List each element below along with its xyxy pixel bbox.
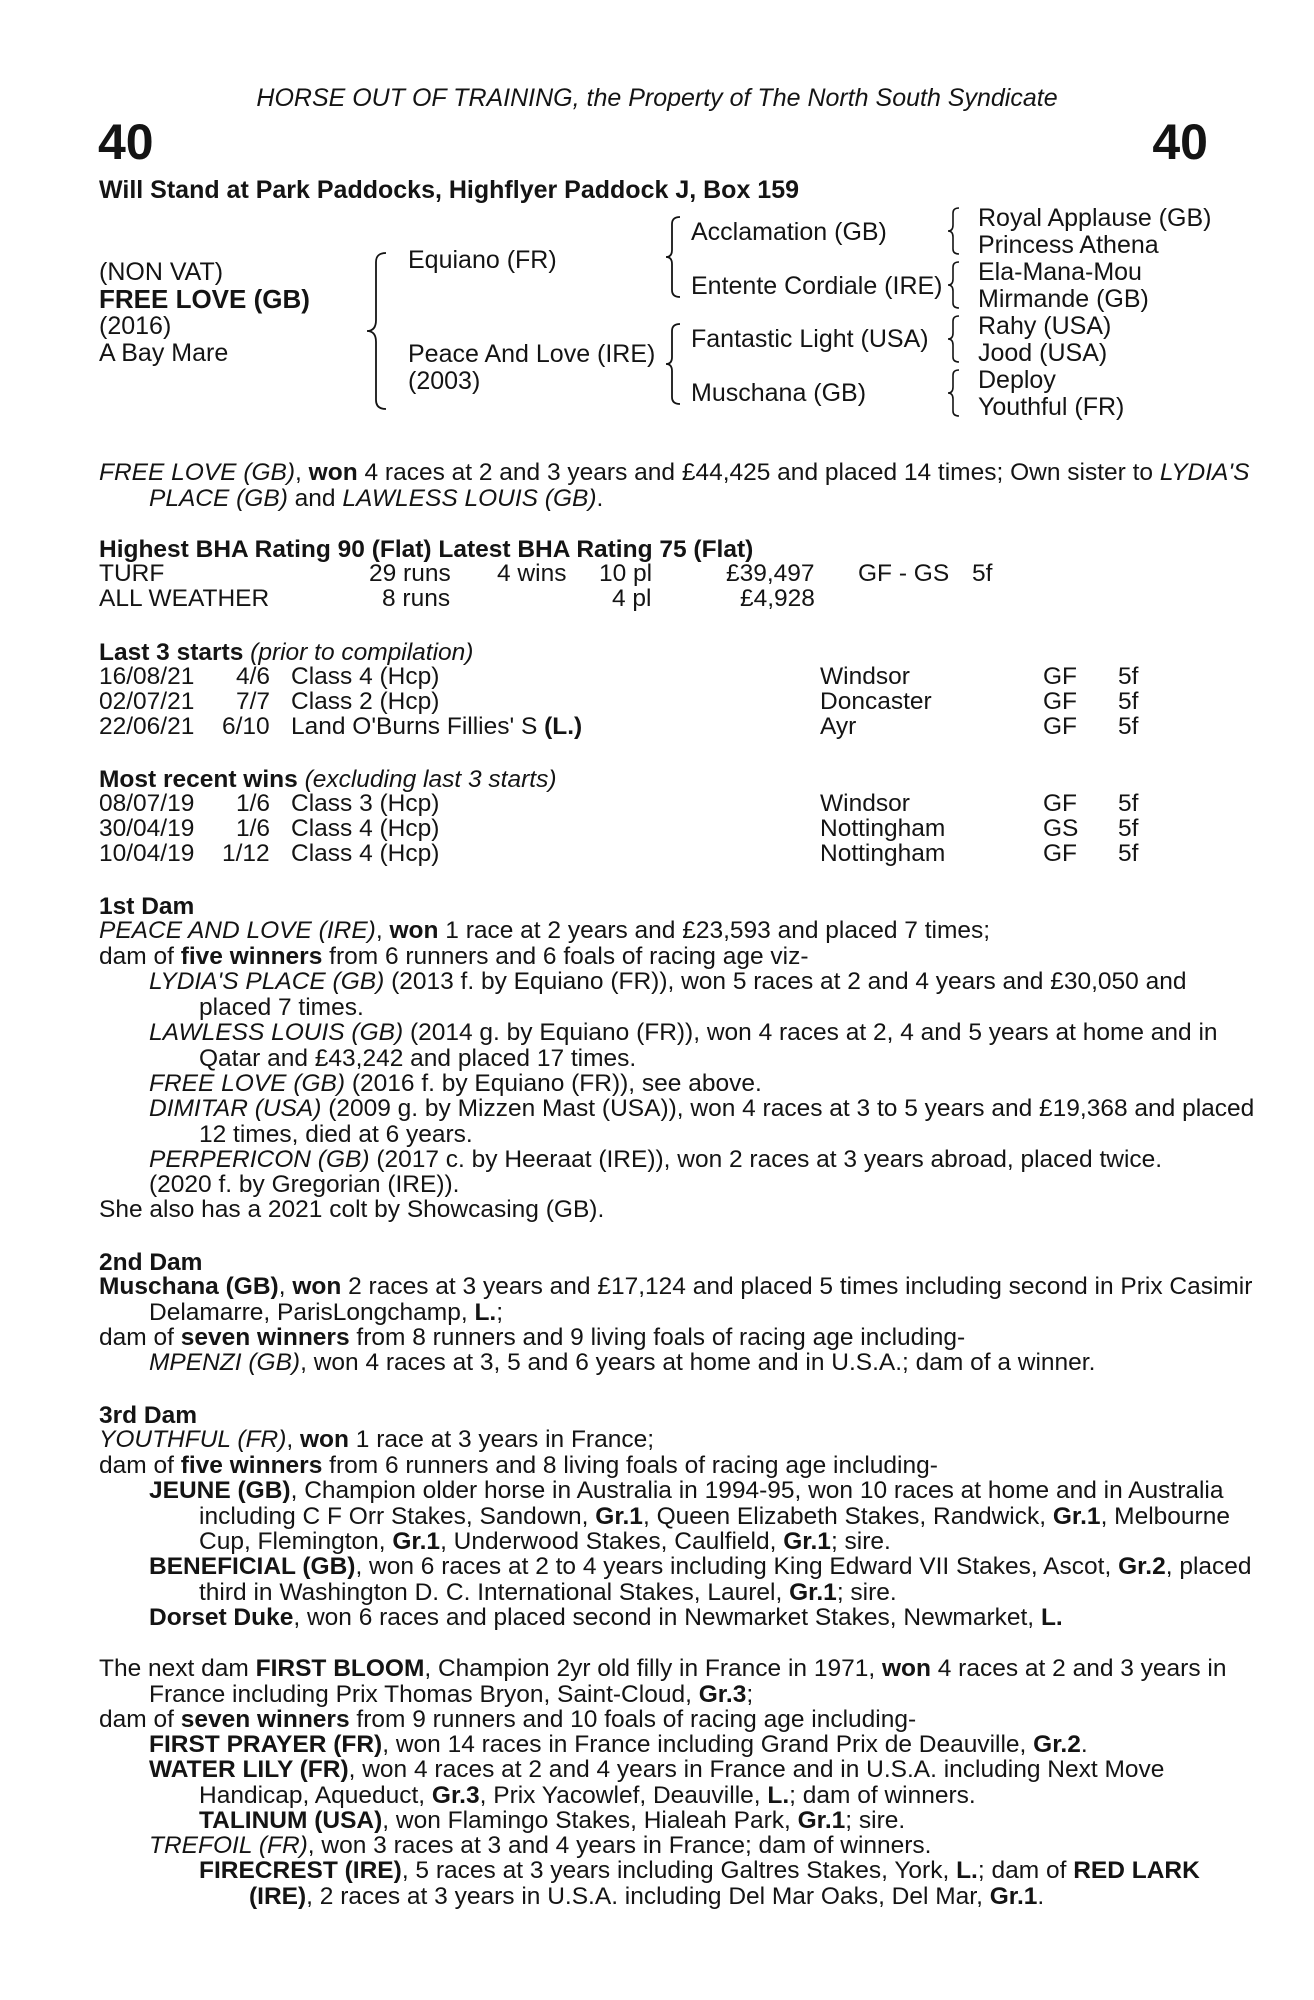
progeny-entry: DIMITAR (USA) (2009 g. by Mizzen Mast (USA)), won 4 races at 3 to 5 years and £19,368 and placed 12 times, died at 6 years.: [149, 1095, 1255, 1148]
grandsire-2: Fantastic Light (USA): [691, 325, 929, 353]
first-dam-record: PEACE AND LOVE (IRE), won 1 race at 2 years and £23,593 and placed 7 times; dam of five winners from 6 runners and 6 foals of racing age viz-: [99, 917, 991, 970]
pedigree-brace-main: [362, 250, 392, 412]
pedigree-brace-sire: [662, 214, 684, 300]
progeny-entry: FIRST PRAYER (FR), won 14 races in France including Grand Prix de Deauville, Gr.2.: [149, 1731, 1088, 1758]
lot-number-right: 40: [1152, 114, 1208, 170]
progeny-entry: LYDIA'S PLACE (GB) (2013 f. by Equiano (FR)), won 5 races at 2 and 4 years and £30,050 and placed 7 times.: [149, 968, 1187, 1021]
progeny-entry: WATER LILY (FR), won 4 races at 2 and 4 years in France and in U.S.A. including Next Move Handicap, Aqueduct, Gr.3, Prix Yacowlef, Deauville, L.; dam of winners.: [149, 1756, 1165, 1809]
progeny-entry: LAWLESS LOUIS (GB) (2014 g. by Equiano (FR)), won 4 races at 2, 4 and 5 years at home and in Qatar and £43,242 and placed 17 times.: [149, 1019, 1218, 1072]
third-dam-record: YOUTHFUL (FR), won 1 race at 3 years in France; dam of five winners from 6 runners and 8 living foals of racing age including-: [99, 1426, 938, 1479]
granddam-2: Muschana (GB): [691, 379, 867, 407]
win-row: 10/04/19 1/12 Class 4 (Hcp) Nottingham GF 5f: [99, 840, 1139, 867]
turf-record: TURF 29 runs 4 wins 10 pl £39,497 GF - GS 5f: [99, 560, 993, 587]
stabling-location: Will Stand at Park Paddocks, Highflyer Paddock J, Box 159: [99, 176, 799, 204]
win-row: 08/07/19 1/6 Class 3 (Hcp) Windsor GF 5f: [99, 790, 1139, 817]
last-3-starts-heading: Last 3 starts (prior to compilation): [99, 639, 474, 666]
second-dam-record: Muschana (GB), won 2 races at 3 years and £17,124 and placed 5 times including second in Prix Casimir Delamarre, ParisLongchamp, L.;: [99, 1273, 1253, 1326]
all-weather-record: ALL WEATHER 8 runs 4 pl £4,928: [99, 585, 815, 612]
first-dam-note: She also has a 2021 colt by Showcasing (GB).: [99, 1196, 605, 1223]
last-start-row: 22/06/21 6/10 Land O'Burns Fillies' S (L.) Ayr GF 5f: [99, 713, 1139, 740]
progeny-entry: TREFOIL (FR), won 3 races at 3 and 4 years in France; dam of winners.: [149, 1832, 932, 1859]
great-grandparent-5: Rahy (USA): [978, 312, 1112, 340]
win-row: 30/04/19 1/6 Class 4 (Hcp) Nottingham GS 5f: [99, 815, 1139, 842]
great-grandparent-1: Royal Applause (GB): [978, 204, 1212, 232]
great-grandparent-4: Mirmande (GB): [978, 285, 1149, 313]
dam-name: Peace And Love (IRE): [408, 340, 656, 368]
great-grandparent-3: Ela-Mana-Mou: [978, 258, 1142, 286]
second-dam-heading: 2nd Dam: [99, 1249, 203, 1276]
pedigree-brace-g3: [945, 314, 963, 364]
sire-name: Equiano (FR): [408, 246, 557, 274]
horse-name: FREE LOVE (GB): [99, 284, 310, 314]
progeny-entry: PERPERICON (GB) (2017 c. by Heeraat (IRE)), won 2 races at 3 years abroad, placed twice.: [149, 1146, 1163, 1173]
third-dam-heading: 3rd Dam: [99, 1402, 198, 1429]
second-dam-produce: dam of seven winners from 8 runners and 9 living foals of racing age including-: [99, 1324, 966, 1351]
pedigree-brace-g4: [945, 368, 963, 418]
vat-status: (NON VAT): [99, 258, 224, 286]
race-summary: FREE LOVE (GB), won 4 races at 2 and 3 years and £44,425 and placed 14 times; Own sister to LYDIA'S PLACE (GB) and LAWLESS LOUIS (GB).: [99, 459, 1250, 512]
last-start-row: 16/08/21 4/6 Class 4 (Hcp) Windsor GF 5f: [99, 663, 1139, 690]
progeny-entry: JEUNE (GB), Champion older horse in Australia in 1994-95, won 10 races at home and in Australia including C F Orr Stakes, Sandown, Gr.1, Queen Elizabeth Stakes, Randwick, Gr.1, Melbourne Cup, Flemington, Gr.1, Underwood Stakes, Caulfield, Gr.1; sire.: [149, 1477, 1230, 1555]
pedigree-brace-g2: [945, 260, 963, 310]
horse-year: (2016): [99, 312, 172, 340]
great-grandparent-2: Princess Athena: [978, 231, 1159, 259]
dam-year: (2003): [408, 367, 481, 395]
progeny-entry: BENEFICIAL (GB), won 6 races at 2 to 4 years including King Edward VII Stakes, Ascot, Gr.2, placed third in Washington D. C. International Stakes, Laurel, Gr.1; sire.: [149, 1553, 1252, 1606]
progeny-entry: FREE LOVE (GB) (2016 f. by Equiano (FR)), see above.: [149, 1070, 762, 1097]
progeny-entry: FIRECREST (IRE), 5 races at 3 years including Galtres Stakes, York, L.; dam of RED LARK (IRE), 2 races at 3 years in U.S.A. including Del Mar Oaks, Del Mar, Gr.1.: [199, 1857, 1200, 1910]
next-dam-produce: dam of seven winners from 9 runners and 10 foals of racing age including-: [99, 1706, 917, 1733]
first-dam-heading: 1st Dam: [99, 893, 195, 920]
pedigree-brace-dam: [662, 321, 684, 407]
catalogue-header: HORSE OUT OF TRAINING, the Property of The North South Syndicate: [256, 84, 1058, 112]
pedigree-brace-g1: [945, 206, 963, 256]
progeny-entry: TALINUM (USA), won Flamingo Stakes, Hialeah Park, Gr.1; sire.: [199, 1807, 906, 1834]
great-grandparent-7: Deploy: [978, 366, 1056, 394]
grandsire-1: Acclamation (GB): [691, 218, 887, 246]
next-dam-record: The next dam FIRST BLOOM, Champion 2yr old filly in France in 1971, won 4 races at 2 and 3 years in France including Prix Thomas Bryon, Saint-Cloud, Gr.3;: [99, 1655, 1227, 1708]
progeny-entry: MPENZI (GB), won 4 races at 3, 5 and 6 years at home and in U.S.A.; dam of a winner.: [149, 1349, 1096, 1376]
great-grandparent-8: Youthful (FR): [978, 393, 1125, 421]
lot-number-left: 40: [98, 114, 154, 170]
progeny-entry: Dorset Duke, won 6 races and placed second in Newmarket Stakes, Newmarket, L.: [149, 1604, 1063, 1631]
recent-wins-heading: Most recent wins (excluding last 3 starts): [99, 766, 557, 793]
progeny-entry: (2020 f. by Gregorian (IRE)).: [149, 1171, 460, 1198]
bha-rating-heading: Highest BHA Rating 90 (Flat) Latest BHA Rating 75 (Flat): [99, 536, 754, 563]
last-start-row: 02/07/21 7/7 Class 2 (Hcp) Doncaster GF 5f: [99, 688, 1139, 715]
horse-description: A Bay Mare: [99, 339, 229, 367]
granddam-1: Entente Cordiale (IRE): [691, 272, 943, 300]
great-grandparent-6: Jood (USA): [978, 339, 1108, 367]
